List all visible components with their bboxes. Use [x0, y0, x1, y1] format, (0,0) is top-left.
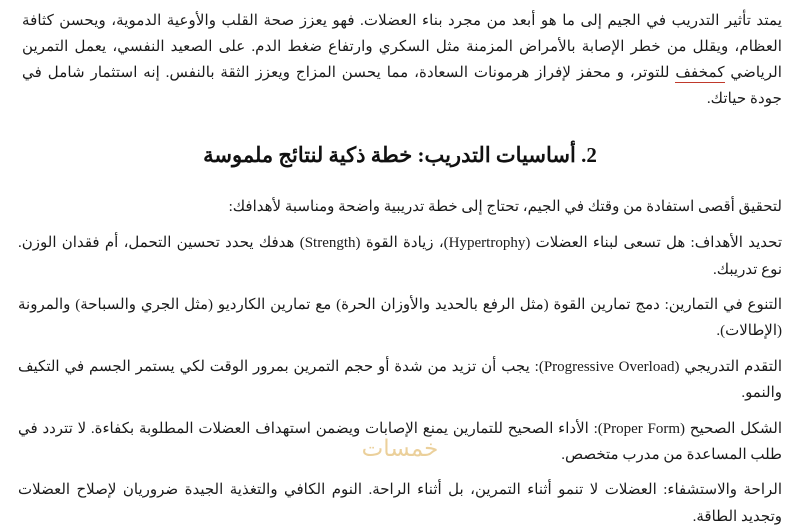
intro-line-2-before: ويقلل من خطر الإصابة بالأمراض المزمنة مثل السكري وارتفاع ضغط الدم. على الصعيد النفسي، يعمل التمرين الرياضي [22, 38, 783, 82]
section-lead: لتحقيق أقصى استفادة من وقتك في الجيم، تحتاج إلى خطة تدريبية واضحة ومناسبة لأهدافك: [228, 198, 782, 215]
intro-line-3: للتوتر، و محفز لإفراز هرمونات السعادة، مما يحسن المزاج ويعزز الثقة بالنفس. إنه استثمار شامل في جودة حياتك. [22, 64, 782, 108]
list-item: التقدم التدريجي (Progressive Overload): يجب أن تزيد من شدة أو حجم التمرين بمرور الوقت لكي يستمر الجسم في التكيف والنمو. [18, 358, 782, 402]
list-item: التنوع في التمارين: دمج تمارين القوة (مثل الرفع بالحديد والأوزان الحرة) مع تمارين الكارديو (مثل الجري والسباحة) والمرونة (الإطالات). [18, 297, 782, 340]
watermark: خمسات [361, 436, 439, 462]
highlighted-term: كمخفف [675, 64, 725, 82]
section-body [18, 194, 782, 530]
intro-paragraph [18, 8, 782, 113]
intro-line-1: يمتد تأثير التدريب في الجيم إلى ما هو أبعد من مجرد بناء العضلات. فهو يعزز صحة القلب والأوعية الدموية، ويحسن كثافة العظام، [22, 12, 782, 56]
section-heading: 2. أساسيات التدريب: خطة ذكية لنتائج ملموسة [203, 142, 597, 167]
list-item: الشكل الصحيح (Proper Form): الأداء الصحيح للتمارين يمنع الإصابات ويضمن استهداف العضلات المطلوبة بكفاءة. لا تتردد في طلب المساعدة من مدرب متخصص. [18, 420, 782, 463]
list-item: تحديد الأهداف: هل تسعى لبناء العضلات (Hypertrophy)، زيادة القوة (Strength) هدفك يحدد تحسين التحمل، أم فقدان الوزن. نوع تدريبك. [18, 235, 783, 278]
list-item: الراحة والاستشفاء: العضلات لا تنمو أثناء التمرين، بل أثناء الراحة. النوم الكافي والتغذية الجيدة ضروريان لإصلاح العضلات وتجديد الطاقة. [18, 482, 782, 525]
